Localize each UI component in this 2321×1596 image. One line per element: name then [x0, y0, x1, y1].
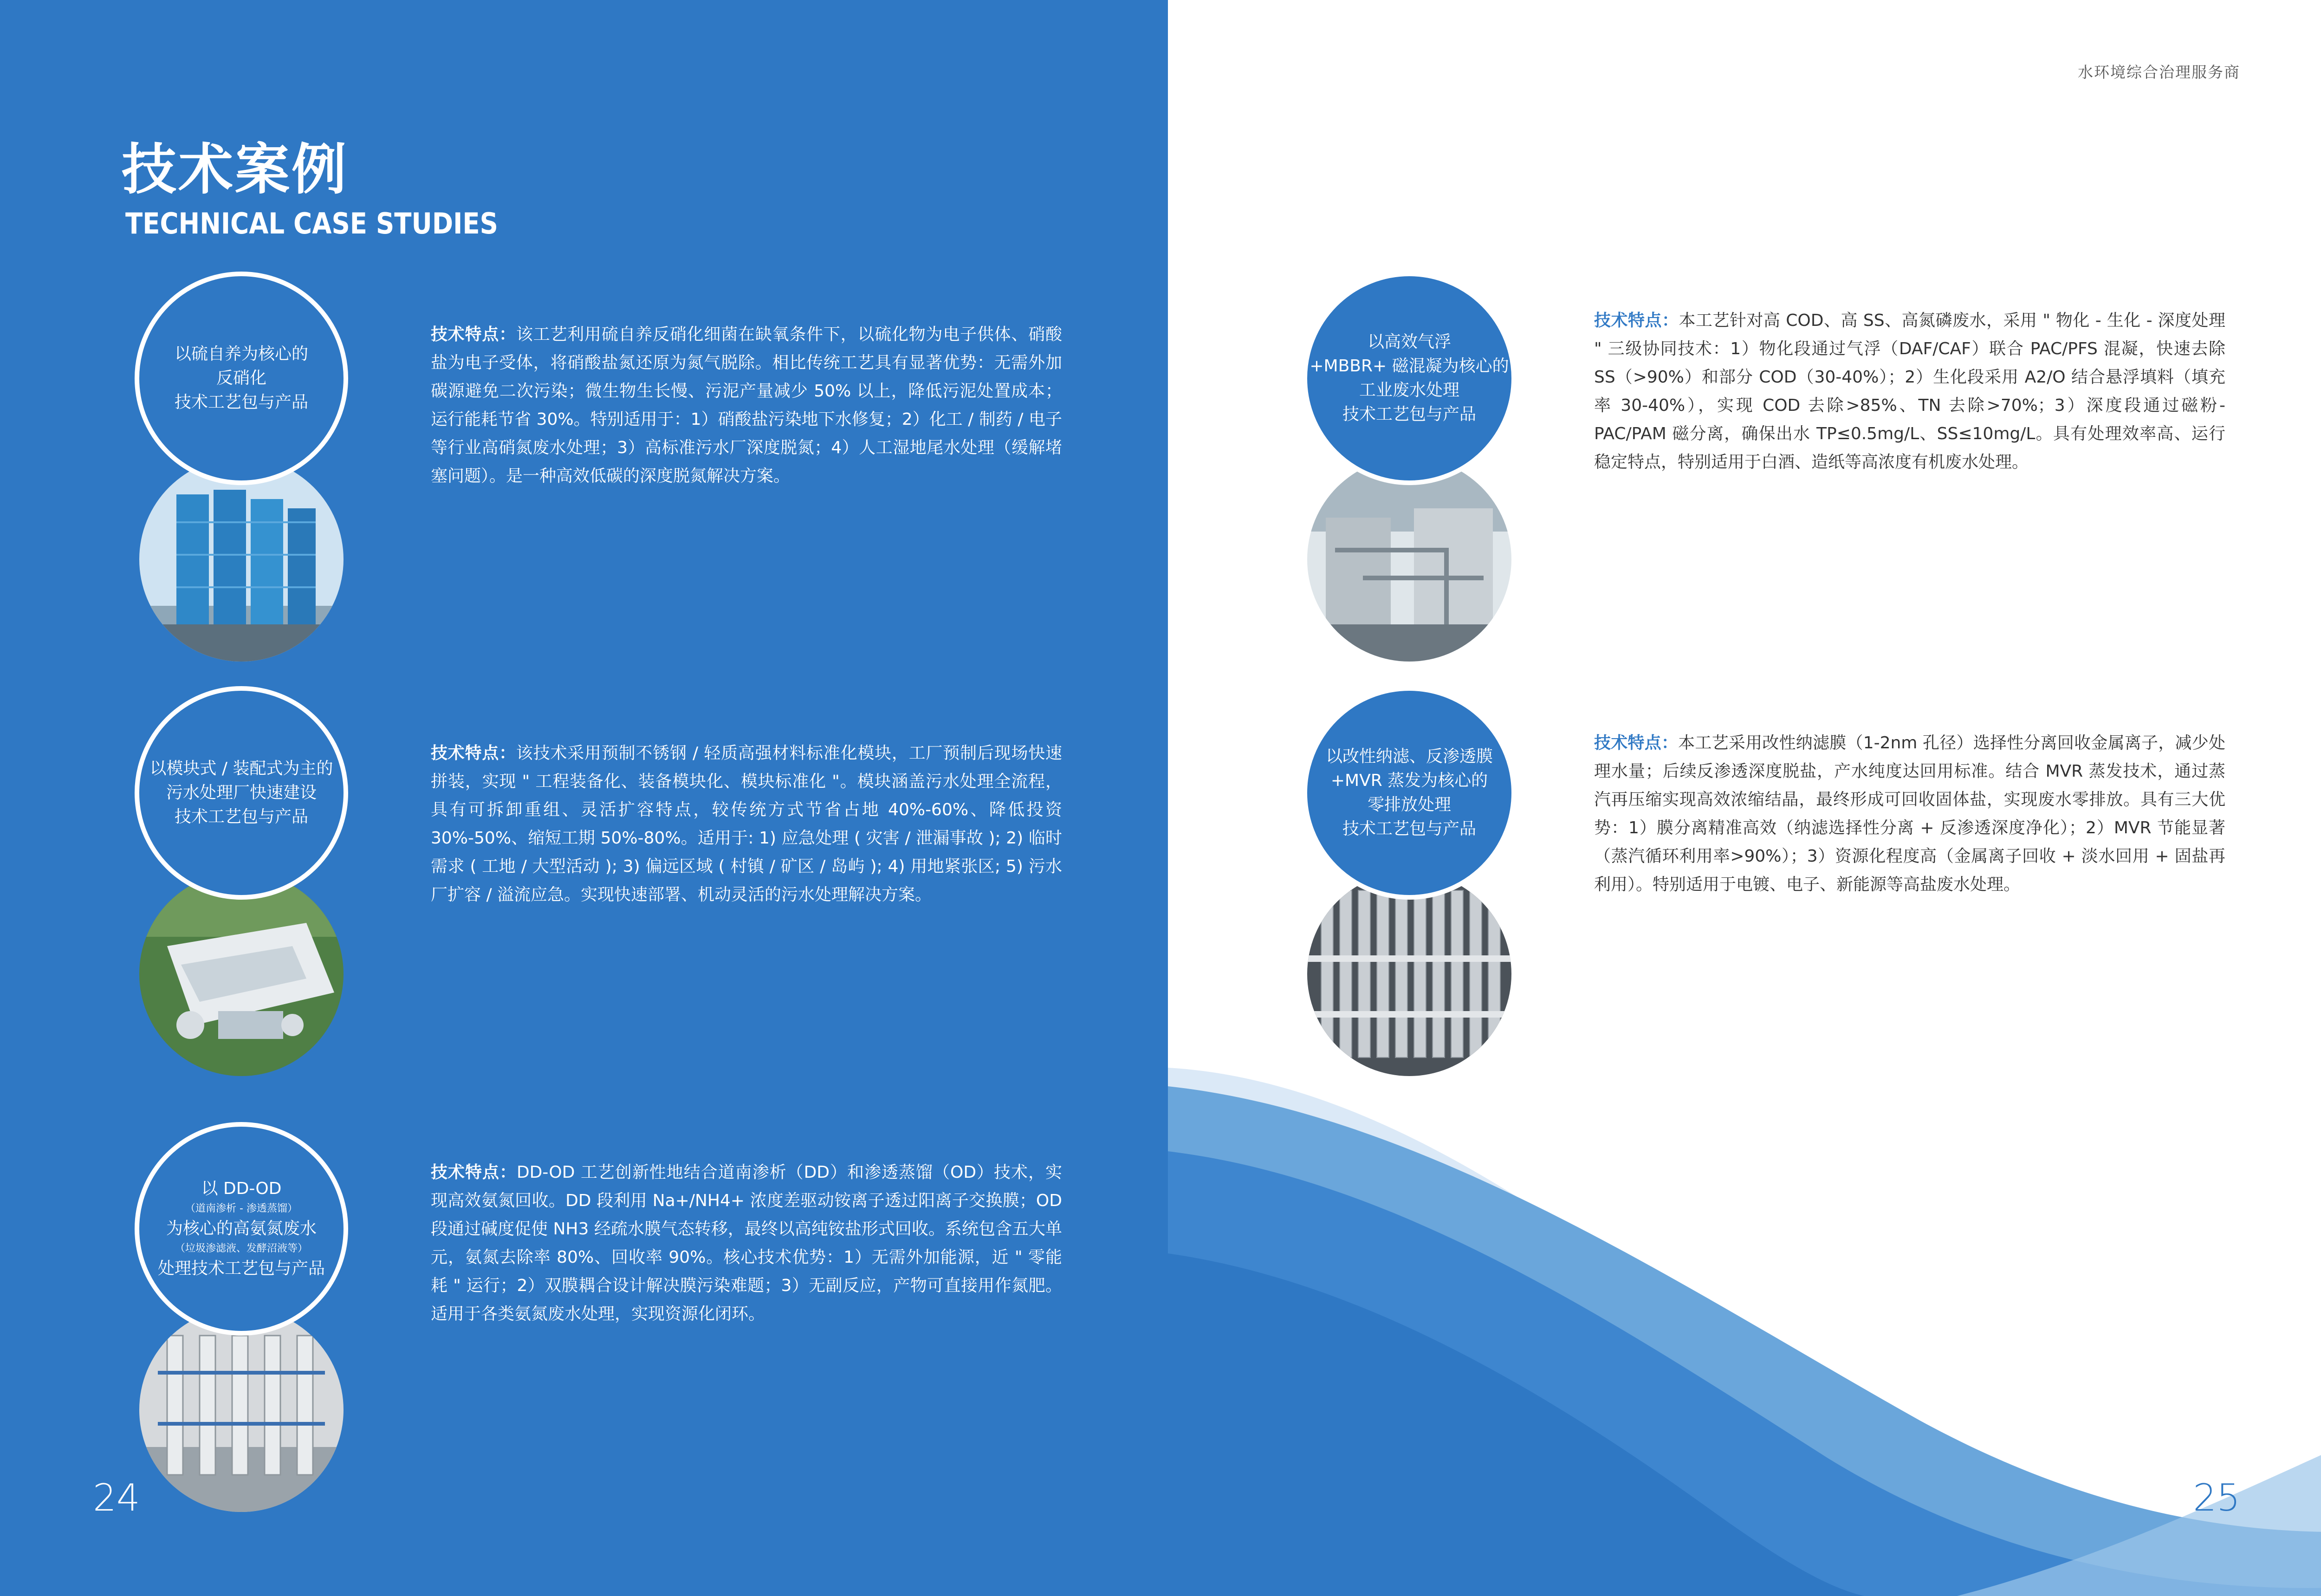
case-5-badge	[1303, 686, 1516, 1113]
case-4-label: 以高效气浮 +MBBR+ 磁混凝为核心的 工业废水处理 技术工艺包与产品	[1303, 272, 1516, 485]
page-number-left: 24	[93, 1476, 140, 1519]
photo-membrane-equipment	[139, 1308, 344, 1512]
photo-flotation-tank	[1307, 457, 1511, 662]
case-1-description: 技术特点：该工艺利用硫自养反硝化细菌在缺氧条件下，以硫化物为电子供体、硝酸盐为电子受体，将硝酸盐氮还原为氮气脱除。相比传统工艺具有显著优势：无需外加碳源避免二次污染；微生物生长慢、污泥产量减少 50% 以上，降低污泥处置成本；运行能耗节省 30%。特别适用于：1）硝酸盐污染地下水修复；2）化工 / 制药 / 电子等行业高硝氮废水处理；3）高标准污水厂深度脱氮；4）人工湿地尾水处理（缓解堵塞问题）。是一种高效低碳的深度脱氮解决方案。	[431, 325, 1062, 486]
case-1-badge	[135, 272, 348, 699]
case-2-badge	[135, 686, 348, 1113]
case-3-description: 技术特点：DD-OD 工艺创新性地结合道南渗析（DD）和渗透蒸馏（OD）技术，实现高效氨氮回收。DD 段利用 Na+/NH4+ 浓度差驱动铵离子透过阳离子交换膜；OD 段通过碱度促使 NH3 经疏水膜气态转移，最终以高纯铵盐形式回收。系统包含五大单元，氨氮去除率 80%、回收率 90%。核心技术优势：1）无需外加能源，近 " 零能耗 " 运行；2）双膜耦合设计解决膜污染难题；3）无副反应，产物可直接用作氮肥。适用于各类氨氮废水处理，实现资源化闭环。	[431, 1163, 1062, 1324]
photo-membrane-rack	[1307, 872, 1511, 1076]
page-number-right: 25	[2193, 1476, 2240, 1519]
case-1-label: 以硫自养为核心的 反硝化 技术工艺包与产品	[135, 272, 348, 485]
page-subtitle: TECHNICAL CASE STUDIES	[125, 207, 498, 240]
case-3-badge	[135, 1122, 348, 1549]
case-3-label: 以 DD-OD （道南渗析 - 渗透蒸馏） 为核心的高氨氮废水 （垃圾渗滤液、发酵沼液等） 处理技术工艺包与产品	[135, 1122, 348, 1336]
header-tagline: 水环境综合治理服务商	[2078, 63, 2240, 81]
case-5-label: 以改性纳滤、反渗透膜 +MVR 蒸发为核心的 零排放处理 技术工艺包与产品	[1303, 686, 1516, 900]
case-5-description: 技术特点：本工艺采用改性纳滤膜（1-2nm 孔径）选择性分离回收金属离子，减少处理水量；后续反渗透深度脱盐，产水纯度达回用标准。结合 MVR 蒸发技术，通过蒸汽再压缩实现高效浓缩结晶，最终形成可回收固体盐，实现废水零排放。具有三大优势：1）膜分离精准高效（纳滤选择性分离 + 反渗透深度净化）；2）MVR 节能显著（蒸汽循环利用率>90%）；3）资源化程度高（金属离子回收 + 淡水回用 + 固盐再利用）。特别适用于电镀、电子、新能源等高盐废水处理。	[1594, 733, 2225, 894]
photo-modular-plant	[139, 872, 344, 1076]
case-2-description: 技术特点：该技术采用预制不锈钢 / 轻质高强材料标准化模块，工厂预制后现场快速拼装，实现 " 工程装备化、装备模块化、模块标准化 "。模块涵盖污水处理全流程，具有可拆卸重组、灵活扩容特点，较传统方式节省占地 40%-60%、降低投资 30%-50%、缩短工期 50%-80%。适用于: 1) 应急处理 ( 灾害 / 泄漏事故 ); 2) 临时需求 ( 工地 / 大型活动 ); 3) 偏远区域 ( 村镇 / 矿区 / 岛屿 ); 4) 用地紧张区; 5) 污水厂扩容 / 溢流应急。实现快速部署、机动灵活的污水处理解决方案。	[431, 744, 1062, 904]
case-2-label: 以模块式 / 装配式为主的 污水处理厂快速建设 技术工艺包与产品	[135, 686, 348, 900]
case-4-description: 技术特点：本工艺针对高 COD、高 SS、高氮磷废水，采用 " 物化 - 生化 - 深度处理 " 三级协同技术：1）物化段通过气浮（DAF/CAF）联合 PAC/PFS 混凝，快速去除 SS（>90%）和部分 COD（30-40%）；2）生化段采用 A2/O 结合悬浮填料（填充率 30-40%），实现 COD 去除>85%、TN 去除>70%；3）深度段通过磁粉-PAC/PAM 磁分离，确保出水 TP≤0.5mg/L、SS≤10mg/L。具有处理效率高、运行稳定特点，特别适用于白酒、造纸等高浓度有机废水处理。	[1594, 311, 2225, 472]
right-page	[1168, 0, 2321, 1596]
photo-desulfurization-tower	[139, 457, 344, 662]
page-title: 技术案例	[122, 137, 349, 201]
case-4-badge	[1303, 272, 1516, 699]
